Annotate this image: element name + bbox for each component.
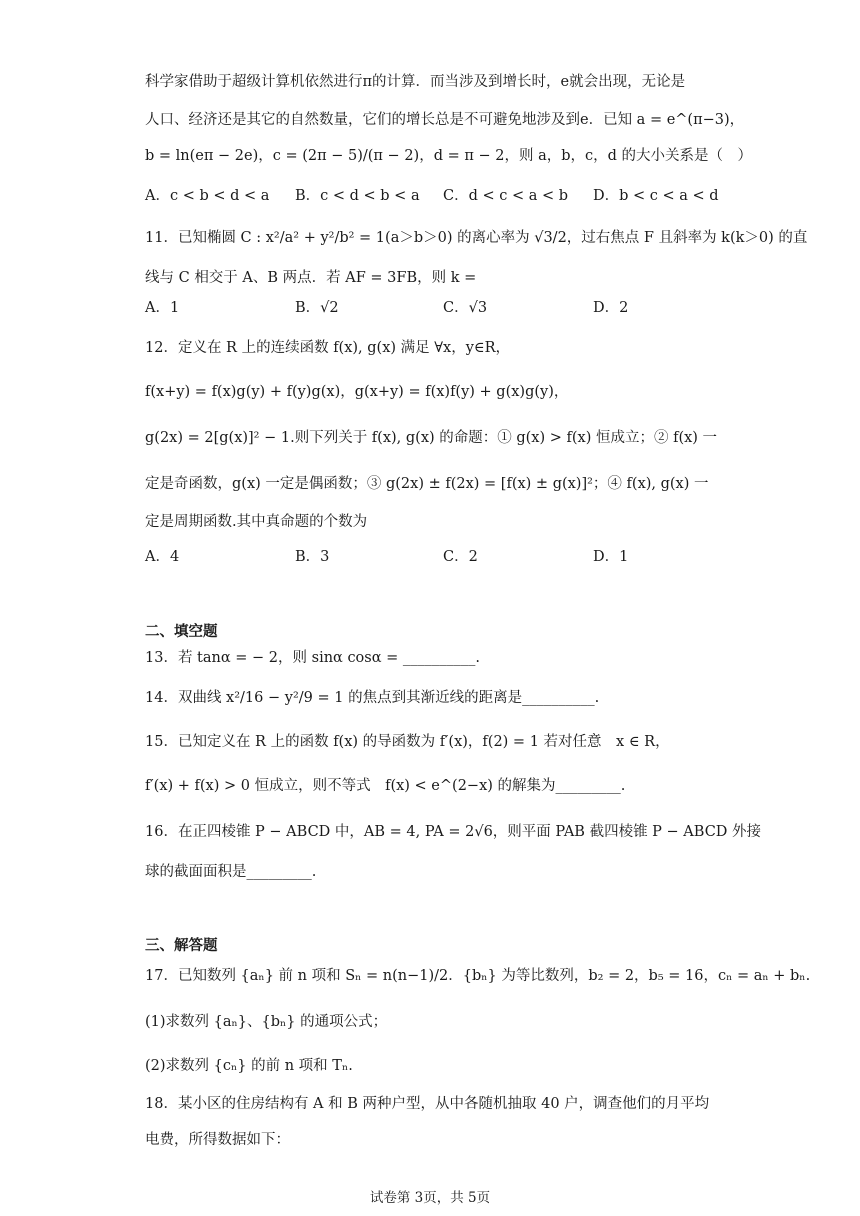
q10-option-d: D．b < c < a < d	[593, 188, 719, 204]
q10-option-c: C．d < c < a < b	[443, 188, 569, 204]
section-title-solutions: 三、解答题	[145, 938, 218, 954]
q10-option-a: A．c < b < d < a	[145, 188, 270, 204]
q16-line-2: 球的截面面积是_________.	[145, 864, 317, 880]
q18-line-2: 电费，所得数据如下：	[145, 1132, 290, 1148]
q14-text: 14．双曲线 x²/16 − y²/9 = 1 的焦点到其渐近线的距离是__________.	[145, 690, 600, 706]
q12-option-c: C．2	[443, 549, 478, 565]
q12-line-2: f(x+y) = f(x)g(y) + f(y)g(x)，g(x+y) = f(x)f(y) + g(x)g(y)，	[145, 384, 569, 400]
q12-option-d: D．1	[593, 549, 629, 565]
section-title-fill-in: 二、填空题	[145, 624, 218, 640]
q13-text: 13．若 tanα = − 2，则 sinα cosα = __________.	[145, 650, 481, 666]
q17-line-1: 17．已知数列 {aₙ} 前 n 项和 Sₙ = n(n−1)/2．{bₙ} 为等比数列，b₂ = 2，b₅ = 16，cₙ = aₙ + bₙ.	[145, 968, 811, 984]
q18-line-1: 18．某小区的住房结构有 A 和 B 两种户型，从中各随机抽取 40 户，调查他们的月平均	[145, 1096, 710, 1112]
q11-option-d: D．2	[593, 300, 629, 316]
q12-line-4: 定是奇函数，g(x) 一定是偶函数；③ g(2x) ± f(2x) = [f(x) ± g(x)]²；④ f(x), g(x) 一	[145, 476, 709, 492]
q12-line-3: g(2x) = 2[g(x)]² − 1.则下列关于 f(x), g(x) 的命题：① g(x) > f(x) 恒成立；② f(x) 一	[145, 430, 718, 446]
q10-line-1: 科学家借助于超级计算机依然进行π的计算．而当涉及到增长时，e就会出现，无论是	[145, 74, 686, 90]
q11-option-c: C．√3	[443, 300, 488, 316]
q15-line-2: f′(x) + f(x) > 0 恒成立，则不等式 f(x) < e^(2−x) 的解集为_________.	[145, 778, 626, 794]
q10-line-2: 人口、经济还是其它的自然数量，它们的增长总是不可避免地涉及到e．已知 a = e^(π−3)，	[145, 112, 745, 128]
q12-line-1: 12．定义在 R 上的连续函数 f(x), g(x) 满足 ∀x，y∈R，	[145, 340, 511, 356]
q17-line-2: (1)求数列 {aₙ}、{bₙ} 的通项公式；	[145, 1014, 388, 1030]
page-footer: 试卷第 3页，共 5页	[369, 1190, 491, 1206]
q11-option-a: A．1	[145, 300, 180, 316]
q11-line-2: 线与 C 相交于 A、B 两点．若 AF = 3FB，则 k =	[145, 270, 477, 286]
q10-option-b: B．c < d < b < a	[295, 188, 420, 204]
q12-line-5: 定是周期函数.其中真命题的个数为	[145, 514, 368, 530]
q12-option-a: A．4	[145, 549, 180, 565]
q12-option-b: B．3	[295, 549, 330, 565]
q17-line-3: (2)求数列 {cₙ} 的前 n 项和 Tₙ.	[145, 1058, 353, 1074]
q16-line-1: 16．在正四棱锥 P − ABCD 中，AB = 4, PA = 2√6，则平面 PAB 截四棱锥 P − ABCD 外接	[145, 824, 762, 840]
q11-line-1: 11．已知椭圆 C : x²/a² + y²/b² = 1(a＞b＞0) 的离心率为 √3/2，过右焦点 F 且斜率为 k(k＞0) 的直	[145, 230, 808, 246]
q15-line-1: 15．已知定义在 R 上的函数 f(x) 的导函数为 f′(x)，f(2) = 1 若对任意 x ∈ R，	[145, 734, 670, 750]
q11-option-b: B．√2	[295, 300, 339, 316]
q10-line-3: b = ln(eπ − 2e)，c = (2π − 5)/(π − 2)，d = π − 2，则 a，b，c，d 的大小关系是（ ）	[145, 148, 753, 164]
